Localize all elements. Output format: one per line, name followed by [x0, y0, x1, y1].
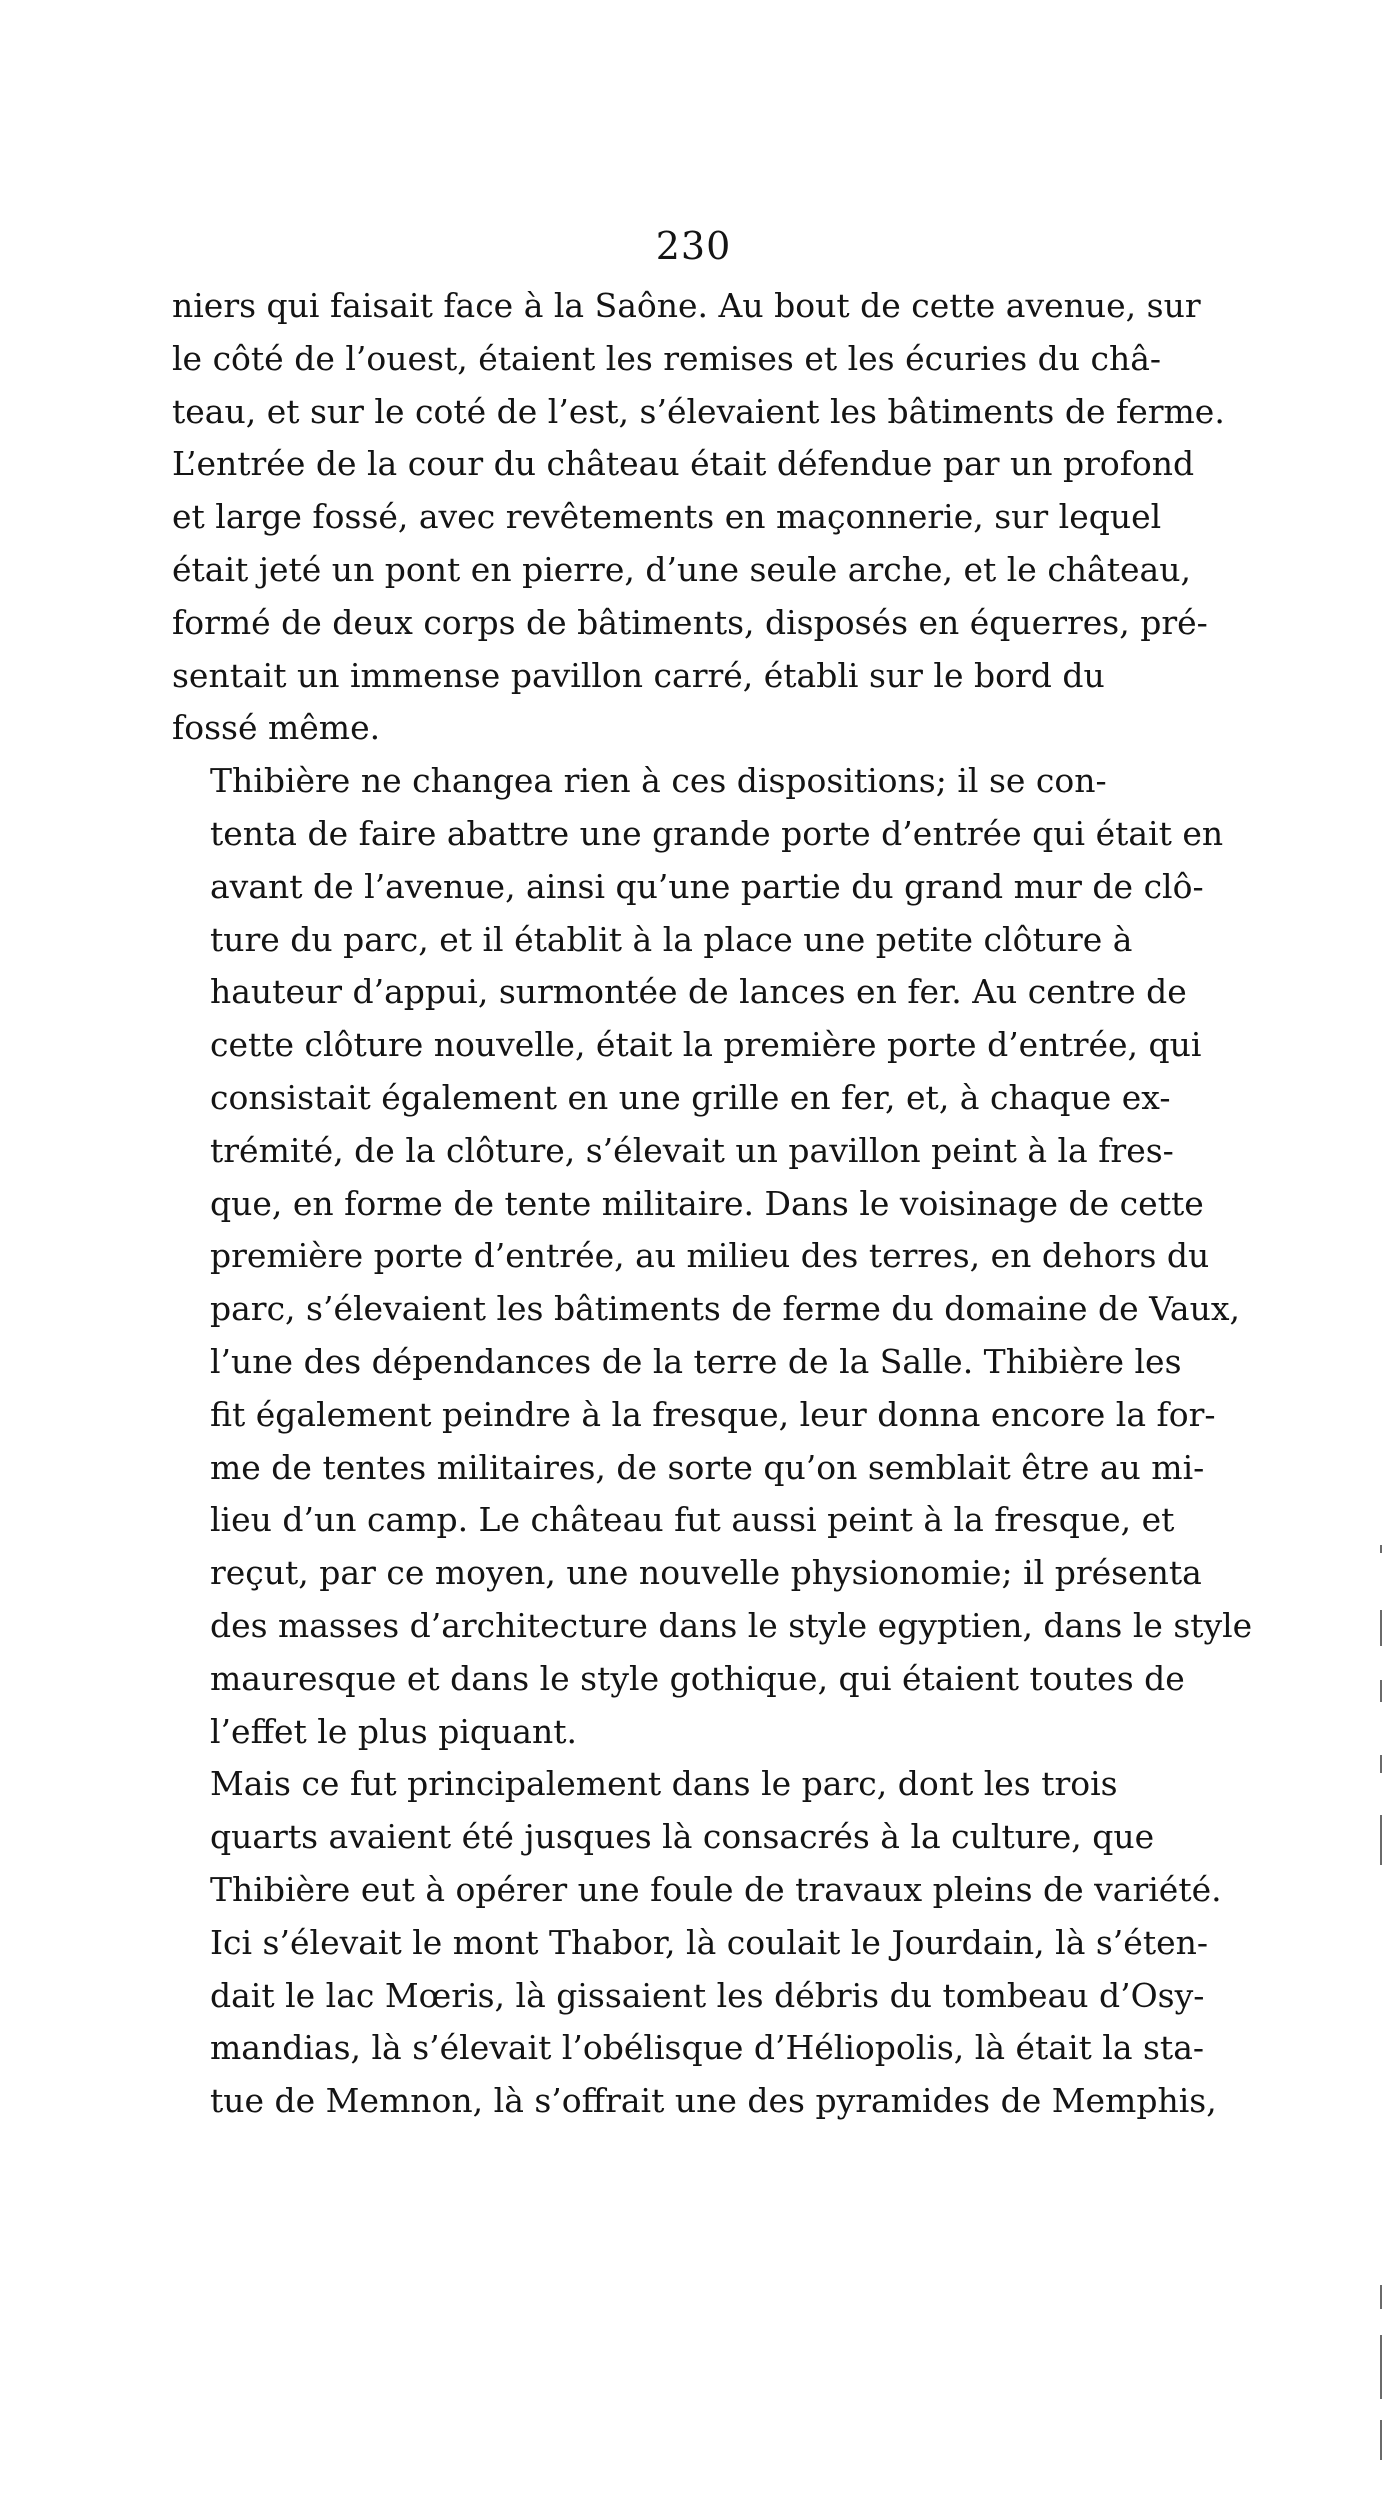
text-line: hauteur d’appui, surmontée de lances en fer. Au centre de: [210, 972, 1187, 1012]
body-text: [172, 280, 1252, 2128]
text-line: le côté de l’ouest, étaient les remises et les écuries du châ-: [172, 338, 1162, 378]
text-line: me de tentes militaires, de sorte qu’on semblait être au mi-: [210, 1447, 1205, 1487]
scan-mark: [1380, 1755, 1382, 1773]
text-line: cette clôture nouvelle, était la première porte d’entrée, qui: [210, 1025, 1202, 1065]
text-line: trémité, de la clôture, s’élevait un pavillon peint à la fres-: [210, 1130, 1174, 1170]
paragraph-1: [172, 280, 1252, 755]
text-line: que, en forme de tente militaire. Dans le voisinage de cette: [210, 1183, 1204, 1223]
text-line: niers qui faisait face à la Saône. Au bout de cette avenue, sur: [172, 286, 1201, 325]
text-line: Mais ce fut principalement dans le parc, dont les trois: [210, 1764, 1118, 1804]
scan-mark: [1380, 2285, 1382, 2309]
text-line: Thibière eut à opérer une foule de travaux pleins de variété.: [210, 1869, 1222, 1909]
text-line: l’une des dépendances de la terre de la Salle. Thibière les: [210, 1341, 1182, 1381]
text-line: Ici s’élevait le mont Thabor, là coulait le Jourdain, là s’éten-: [210, 1922, 1209, 1962]
text-line: avant de l’avenue, ainsi qu’une partie du grand mur de clô-: [210, 866, 1204, 906]
text-line: parc, s’élevaient les bâtiments de ferme du domaine de Vaux,: [210, 1289, 1240, 1329]
text-line: consistait également en une grille en fer, et, à chaque ex-: [210, 1077, 1171, 1117]
scan-mark: [1380, 1545, 1382, 1553]
page-number: 230: [655, 224, 732, 268]
scan-mark: [1380, 1680, 1382, 1702]
paragraph-3: [172, 1758, 1252, 2128]
scan-mark: [1380, 1610, 1382, 1646]
text-line: ture du parc, et il établit à la place une petite clôture à: [210, 919, 1133, 959]
paragraph-2: [172, 755, 1252, 1758]
text-line: formé de deux corps de bâtiments, disposés en équerres, pré-: [172, 602, 1208, 642]
text-line: tenta de faire abattre une grande porte d’entrée qui était en: [210, 813, 1224, 853]
text-line: lieu d’un camp. Le château fut aussi peint à la fresque, et: [210, 1500, 1175, 1540]
text-line: Thibière ne changea rien à ces dispositions; il se con-: [210, 761, 1107, 801]
text-line: teau, et sur le coté de l’est, s’élevaient les bâtiments de ferme.: [172, 391, 1225, 431]
scan-mark: [1380, 1815, 1382, 1865]
text-line: sentait un immense pavillon carré, établi sur le bord du: [172, 655, 1105, 695]
scan-mark: [1380, 2420, 1382, 2460]
text-line: reçut, par ce moyen, une nouvelle physionomie; il présenta: [210, 1553, 1202, 1593]
text-line: mauresque et dans le style gothique, qui étaient toutes de: [210, 1658, 1185, 1698]
text-line: fit également peindre à la fresque, leur donna encore la for-: [210, 1394, 1216, 1434]
text-line: l’effet le plus piquant.: [210, 1711, 577, 1751]
text-line: dait le lac Mœris, là gissaient les débris du tombeau d’Osy-: [210, 1975, 1205, 2015]
text-line: quarts avaient été jusques là consacrés à la culture, que: [210, 1817, 1155, 1857]
text-line: première porte d’entrée, au milieu des terres, en dehors du: [210, 1236, 1210, 1276]
text-line: était jeté un pont en pierre, d’une seule arche, et le château,: [172, 549, 1191, 589]
text-line: et large fossé, avec revêtements en maçonnerie, sur lequel: [172, 497, 1162, 537]
scan-mark: [1380, 2335, 1382, 2399]
text-line: mandias, là s’élevait l’obélisque d’Héliopolis, là était la sta-: [210, 2028, 1205, 2068]
text-line: des masses d’architecture dans le style egyptien, dans le style: [210, 1605, 1253, 1645]
text-line: fossé même.: [172, 708, 381, 748]
text-line: tue de Memnon, là s’offrait une des pyramides de Memphis,: [210, 2081, 1217, 2121]
text-line: L’entrée de la cour du château était défendue par un profond: [172, 444, 1195, 484]
